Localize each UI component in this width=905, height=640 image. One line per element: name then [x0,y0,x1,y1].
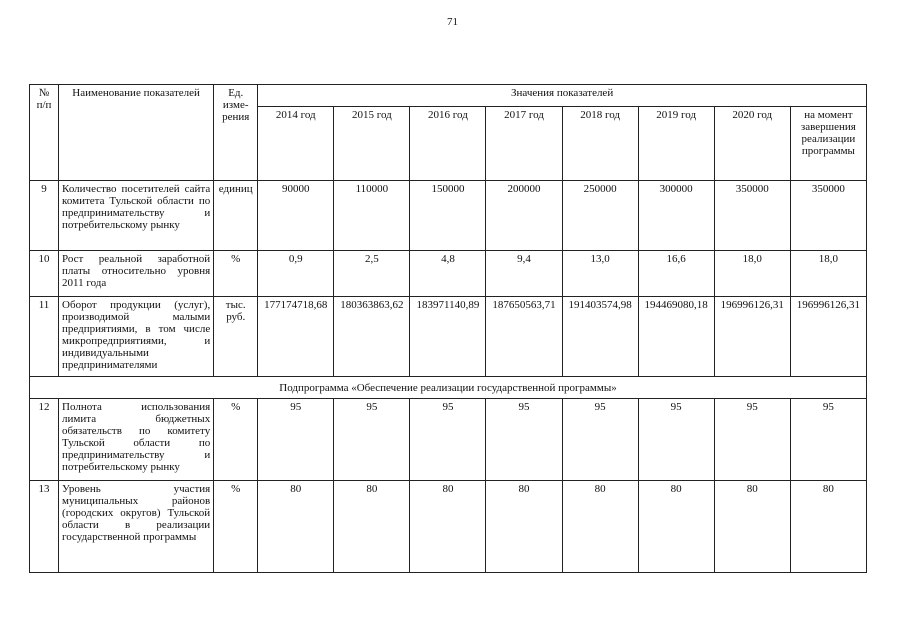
unit-cell: % [214,481,258,573]
value-cell: 80 [562,481,638,573]
row-number: 9 [30,181,59,251]
row-number: 13 [30,481,59,573]
value-cell: 194469080,18 [638,297,714,377]
table-row [30,251,867,297]
header-year: 2019 год [638,107,714,181]
value-cell: 191403574,98 [562,297,638,377]
header-year: 2015 год [334,107,410,181]
indicator-name: Полнота использования лимита бюджетных обязательств по комитету Тульской области по предпринимательству и потребительскому рынку [59,399,214,481]
value-cell: 80 [714,481,790,573]
value-cell: 80 [410,481,486,573]
value-cell: 80 [790,481,866,573]
header-year: 2014 год [258,107,334,181]
value-cell: 2,5 [334,251,410,297]
value-cell: 18,0 [714,251,790,297]
header-year: 2020 год [714,107,790,181]
value-cell: 80 [486,481,562,573]
value-cell: 350000 [714,181,790,251]
unit-cell: % [214,251,258,297]
indicators-table [29,84,867,573]
value-cell: 95 [486,399,562,481]
value-cell: 16,6 [638,251,714,297]
value-cell: 0,9 [258,251,334,297]
value-cell: 80 [258,481,334,573]
value-cell: 350000 [790,181,866,251]
unit-cell: единиц [214,181,258,251]
indicator-name: Оборот продукции (услуг), производимой малыми предприятиями, в том числе микропредприятиями, и индивидуальными предпринимателями [59,297,214,377]
header-year: 2018 год [562,107,638,181]
value-cell: 95 [714,399,790,481]
value-cell: 80 [334,481,410,573]
header-year: 2016 год [410,107,486,181]
indicator-name: Количество посетителей сайта комитета Тульской области по предпринимательству и потребительскому рынку [59,181,214,251]
value-cell: 95 [638,399,714,481]
table-row [30,297,867,377]
page-number: 71 [447,16,458,28]
table-row [30,481,867,573]
value-cell: 196996126,31 [790,297,866,377]
value-cell: 187650563,71 [486,297,562,377]
table-row [30,181,867,251]
value-cell: 9,4 [486,251,562,297]
value-cell: 196996126,31 [714,297,790,377]
table-row [30,399,867,481]
value-cell: 95 [790,399,866,481]
value-cell: 250000 [562,181,638,251]
value-cell: 180363863,62 [334,297,410,377]
value-cell: 177174718,68 [258,297,334,377]
header-unit: Ед. изме-рения [214,85,258,181]
header-num: № п/п [30,85,59,181]
value-cell: 80 [638,481,714,573]
indicator-name: Уровень участия муниципальных районов (городских округов) Тульской области в реализации государственной программы [59,481,214,573]
value-cell: 95 [258,399,334,481]
row-number: 10 [30,251,59,297]
value-cell: 183971140,89 [410,297,486,377]
indicator-name: Рост реальной заработной платы относительно уровня 2011 года [59,251,214,297]
value-cell: 300000 [638,181,714,251]
value-cell: 95 [562,399,638,481]
unit-cell: тыс. руб. [214,297,258,377]
section-title: Подпрограмма «Обеспечение реализации государственной программы» [30,377,867,399]
value-cell: 95 [410,399,486,481]
value-cell: 4,8 [410,251,486,297]
value-cell: 200000 [486,181,562,251]
header-name: Наименование показателей [59,85,214,181]
unit-cell: % [214,399,258,481]
value-cell: 150000 [410,181,486,251]
value-cell: 95 [334,399,410,481]
header-year: 2017 год [486,107,562,181]
header-values-title: Значения показателей [258,85,867,107]
row-number: 11 [30,297,59,377]
value-cell: 18,0 [790,251,866,297]
header-year: на момент завершения реализации программы [790,107,866,181]
value-cell: 110000 [334,181,410,251]
row-number: 12 [30,399,59,481]
value-cell: 90000 [258,181,334,251]
value-cell: 13,0 [562,251,638,297]
